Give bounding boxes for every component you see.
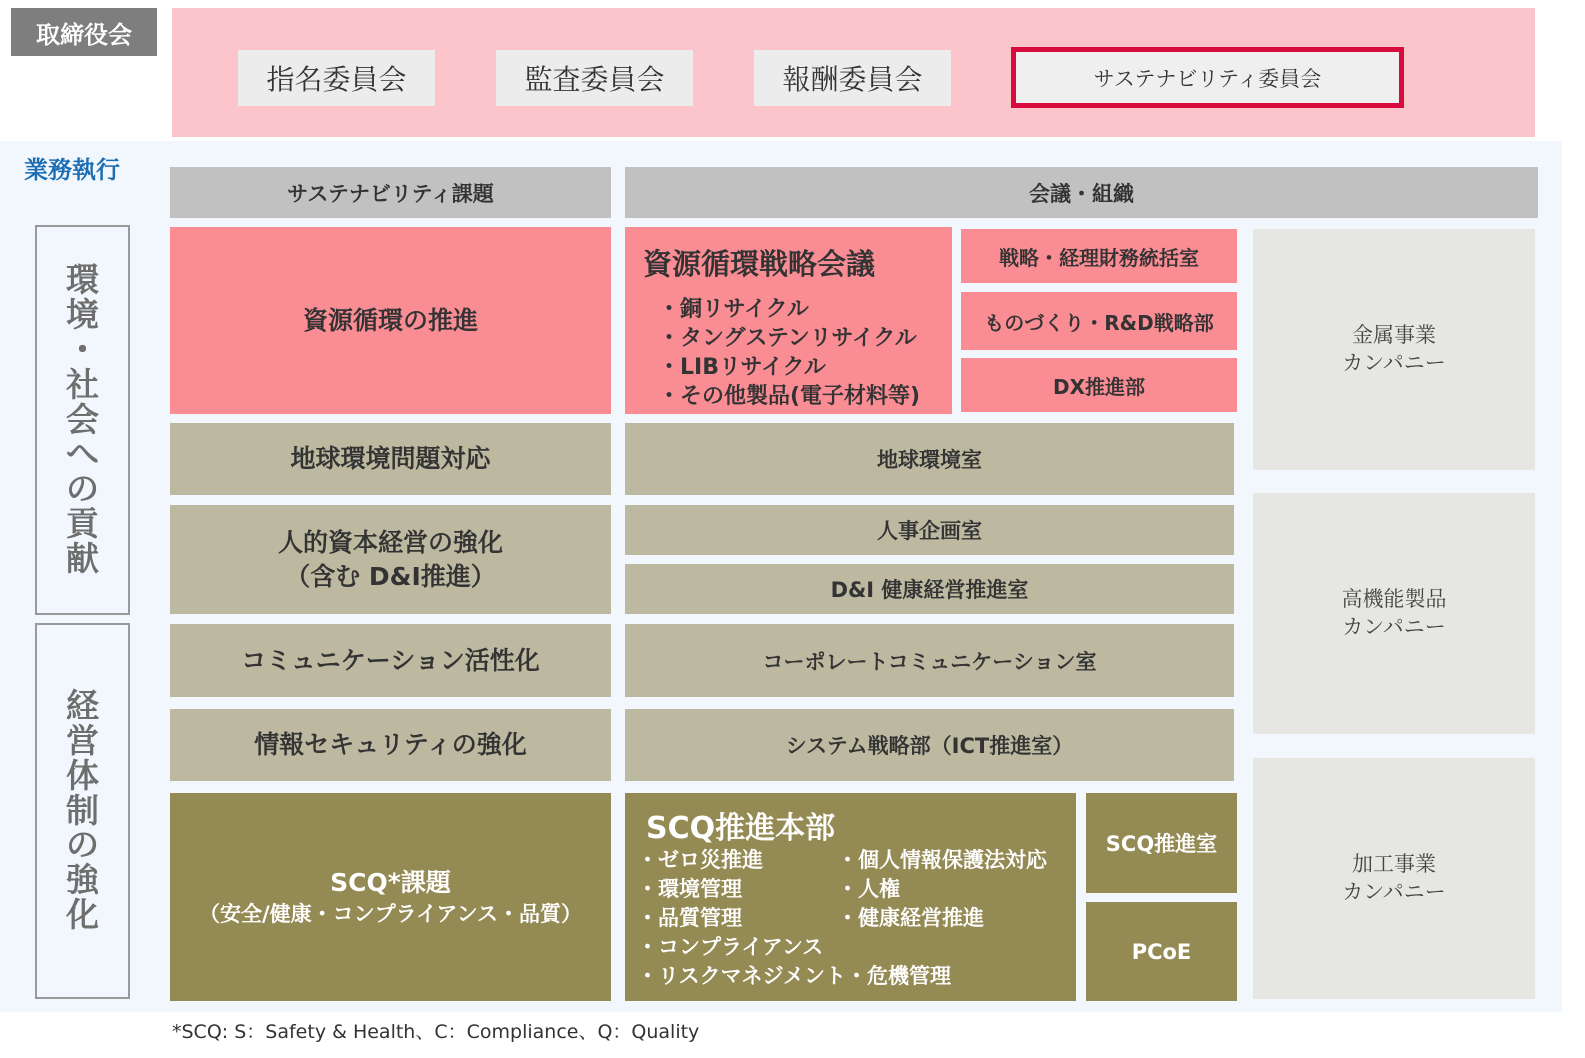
org-scq-office: SCQ推進室 (1086, 793, 1237, 893)
issue-global-environment: 地球環境問題対応 (170, 423, 611, 495)
issue-resource-circulation: 資源循環の推進 (170, 227, 611, 414)
board-label: 取締役会 (11, 8, 157, 56)
issue-human-capital-line1: 人的資本経営の強化 (277, 527, 503, 557)
issue-scq-line1: SCQ*課題 (330, 867, 451, 897)
header-orgs: 会議・組織 (625, 167, 1538, 218)
council-item: ・LIBリサイクル (658, 355, 826, 380)
scq-item: ・環境管理 (637, 877, 742, 901)
sustainability-committee: サステナビリティ委員会 (1011, 47, 1404, 108)
council-item: ・その他製品(電子材料等) (658, 384, 921, 409)
compensation-committee: 報酬委員会 (754, 50, 951, 106)
execution-label: 業務執行 (24, 156, 120, 184)
company-metals-line1: 金属事業 (1352, 323, 1436, 348)
scq-item: ・ゼロ災推進 (637, 848, 763, 872)
org-di-health: D&I 健康経営推進室 (625, 564, 1234, 614)
scq-item: ・コンプライアンス (637, 935, 824, 959)
company-processing (1253, 758, 1535, 999)
org-hr-planning: 人事企画室 (625, 505, 1234, 555)
org-corporate-communication: コーポレートコミュニケーション室 (625, 624, 1234, 697)
org-system-strategy: システム戦略部（ICT推進室） (625, 709, 1234, 781)
org-dx: DX推進部 (961, 358, 1237, 412)
issue-human-capital (170, 505, 611, 614)
scq-item: ・品質管理 (637, 906, 742, 930)
category-contribution-text: 環 境 ・ 社 会 へ の 貢 献 (66, 259, 99, 579)
company-advanced-line1: 高機能製品 (1341, 587, 1447, 612)
issue-human-capital-line2: （含む D&I推進） (285, 561, 496, 591)
company-metals-line2: カンパニー (1342, 350, 1446, 375)
category-contribution (35, 225, 130, 615)
audit-committee: 監査委員会 (496, 50, 693, 106)
scq-item: ・健康経営推進 (837, 906, 984, 930)
footnote: *SCQ: S：Safety & Health、C：Compliance、Q：Quality (172, 1021, 700, 1043)
issue-scq-line2: （安全/健康・コンプライアンス・品質） (199, 901, 582, 926)
issue-information-security: 情報セキュリティの強化 (170, 709, 611, 781)
category-governance-text: 経 営 体 制 の 強 化 (66, 685, 99, 935)
scq-hq-title: SCQ推進本部 (646, 811, 836, 846)
scq-item: ・人権 (837, 877, 900, 901)
council-item: ・銅リサイクル (658, 297, 809, 322)
resource-council-title: 資源循環戦略会議 (643, 247, 876, 281)
org-global-environment: 地球環境室 (625, 423, 1234, 495)
scq-item: ・リスクマネジメント・危機管理 (637, 964, 951, 988)
company-advanced-products (1253, 493, 1535, 734)
company-processing-line1: 加工事業 (1352, 852, 1436, 877)
company-advanced-line2: カンパニー (1342, 614, 1446, 639)
header-issues: サステナビリティ課題 (170, 167, 611, 218)
issue-communication: コミュニケーション活性化 (170, 624, 611, 697)
company-processing-line2: カンパニー (1342, 879, 1446, 904)
nomination-committee: 指名委員会 (238, 50, 435, 106)
issue-scq (170, 793, 611, 1001)
org-monozukuri-rd: ものづくり・R&D戦略部 (961, 292, 1237, 350)
scq-item: ・個人情報保護法対応 (837, 848, 1047, 872)
org-strategy-finance: 戦略・経理財務統括室 (961, 229, 1237, 283)
company-metals (1253, 229, 1535, 470)
org-pcoe: PCoE (1086, 902, 1237, 1001)
category-governance (35, 623, 130, 999)
council-item: ・タングステンリサイクル (658, 326, 917, 351)
